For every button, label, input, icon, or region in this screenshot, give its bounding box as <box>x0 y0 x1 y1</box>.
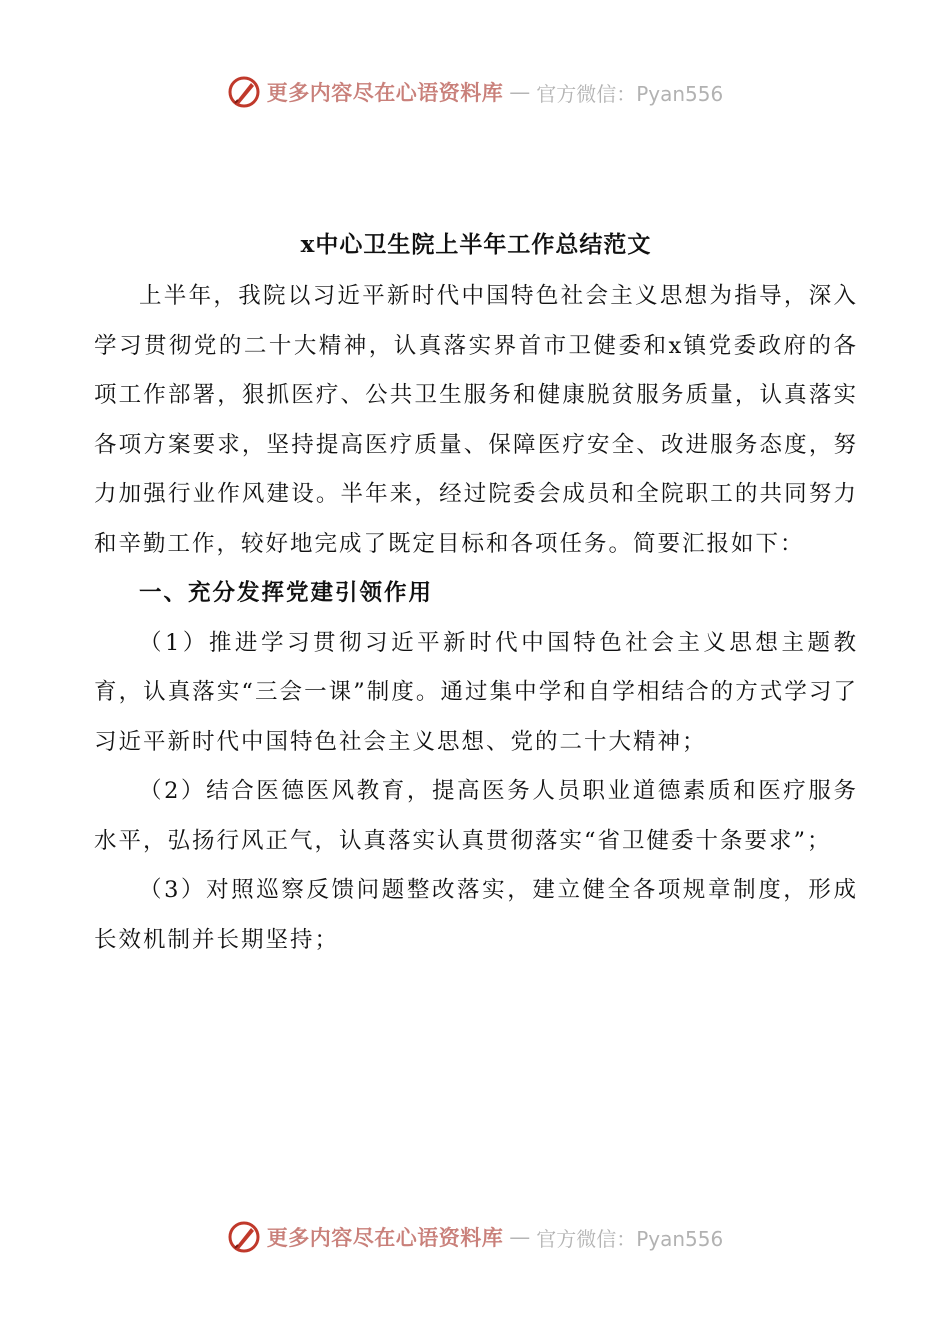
watermark-separator: — <box>509 1225 531 1249</box>
list-item: （2）结合医德医风教育，提高医务人员职业道德素质和医疗服务水平，弘扬行风正气，认真落实认真贯彻落实“省卫健委十条要求”； <box>94 778 858 854</box>
section-heading: 一、充分发挥党建引领作用 <box>139 580 434 606</box>
document-title: x中心卫生院上半年工作总结范文 <box>300 231 652 258</box>
watermark-wechat: 官方微信：Pyan556 <box>536 81 724 106</box>
list-item: （3）对照巡察反馈问题整改落实，建立健全各项规章制度，形成长效机制并长期坚持； <box>94 877 858 953</box>
quill-logo-icon <box>227 1220 261 1254</box>
watermark-text: 更多内容尽在心语资料库 <box>266 80 504 105</box>
header-watermark <box>0 72 950 112</box>
intro-paragraph: 上半年，我院以习近平新时代中国特色社会主义思想为指导，深入学习贯彻党的二十大精神，认真落实界首市卫健委和x镇党委政府的各项工作部署，狠抓医疗、公共卫生服务和健康脱贫服务质量，认真落实各项方案要求，坚持提高医疗质量、保障医疗安全、改进服务态度，努力加强行业作风建设。半年来，经过院委会成员和全院职工的共同努力和辛勤工作，较好地完成了既定目标和各项任务。简要汇报如下： <box>94 283 858 557</box>
watermark-text: 更多内容尽在心语资料库 <box>266 1225 504 1250</box>
footer-watermark <box>0 1217 950 1257</box>
list-item: （1）推进学习贯彻习近平新时代中国特色社会主义思想主题教育，认真落实“三会一课”制度。通过集中学和自学相结合的方式学习了习近平新时代中国特色社会主义思想、党的二十大精神； <box>94 629 858 755</box>
watermark-wechat: 官方微信：Pyan556 <box>536 1226 724 1251</box>
document-body <box>94 222 858 965</box>
quill-logo-icon <box>227 75 261 109</box>
watermark-separator: — <box>509 80 531 104</box>
